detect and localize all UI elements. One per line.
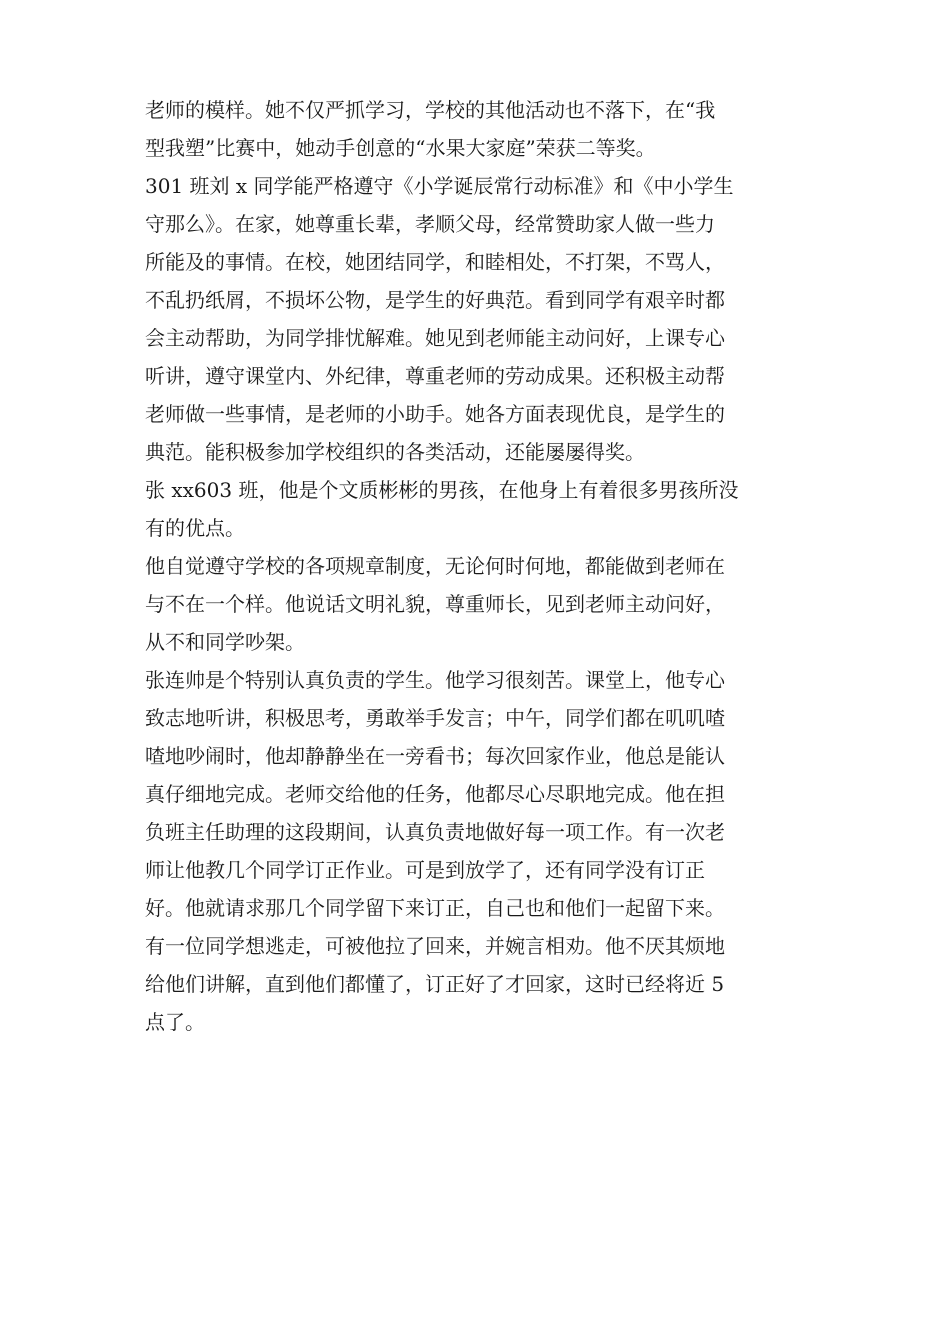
text-line: 给他们讲解，直到他们都懂了，订正好了才回家，这时已经将近 5 (145, 972, 725, 996)
text-line: 听讲，遵守课堂内、外纪律，尊重老师的劳动成果。还积极主动帮 (145, 364, 725, 388)
text-line: 张连帅是个特别认真负责的学生。他学习很刻苦。课堂上，他专心 (145, 668, 725, 692)
text-line: 型我塑”比赛中，她动手创意的“水果大家庭”荣获二等奖。 (145, 136, 656, 160)
text-line: 不乱扔纸屑，不损坏公物，是学生的好典范。看到同学有艰辛时都 (145, 288, 725, 312)
text-line: 致志地听讲，积极思考，勇敢举手发言；中午，同学们都在叽叽喳 (145, 706, 725, 730)
text-line: 负班主任助理的这段期间，认真负责地做好每一项工作。有一次老 (145, 820, 725, 844)
text-line: 喳地吵闹时，他却静静坐在一旁看书；每次回家作业，他总是能认 (145, 744, 725, 768)
text-line: 好。他就请求那几个同学留下来订正，自己也和他们一起留下来。 (145, 896, 725, 920)
text-line: 点了。 (145, 1010, 205, 1034)
text-line: 张 xx603 班，他是个文质彬彬的男孩，在他身上有着很多男孩所没 (145, 478, 739, 502)
text-line: 师让他教几个同学订正作业。可是到放学了，还有同学没有订正 (145, 858, 705, 882)
text-line: 会主动帮助，为同学排忧解难。她见到老师能主动问好，上课专心 (145, 326, 725, 350)
text-line: 他自觉遵守学校的各项规章制度，无论何时何地，都能做到老师在 (145, 554, 725, 578)
text-line: 真仔细地完成。老师交给他的任务，他都尽心尽职地完成。他在担 (145, 782, 725, 806)
text-line: 典范。能积极参加学校组织的各类活动，还能屡屡得奖。 (145, 440, 645, 464)
text-line: 守那么》。在家，她尊重长辈，孝顺父母，经常赞助家人做一些力 (145, 212, 715, 236)
text-line: 301 班刘 x 同学能严格遵守《小学诞辰常行动标准》和《中小学生 (145, 174, 734, 198)
text-line: 老师的模样。她不仅严抓学习，学校的其他活动也不落下，在“我 (145, 98, 716, 122)
text-line: 有一位同学想逃走，可被他拉了回来，并婉言相劝。他不厌其烦地 (145, 934, 725, 958)
text-line: 从不和同学吵架。 (145, 630, 305, 654)
document-body (145, 91, 800, 1041)
text-line: 所能及的事情。在校，她团结同学，和睦相处，不打架，不骂人， (145, 250, 725, 274)
text-line: 老师做一些事情，是老师的小助手。她各方面表现优良，是学生的 (145, 402, 725, 426)
text-line: 有的优点。 (145, 516, 245, 540)
text-line: 与不在一个样。他说话文明礼貌，尊重师长，见到老师主动问好， (145, 592, 725, 616)
